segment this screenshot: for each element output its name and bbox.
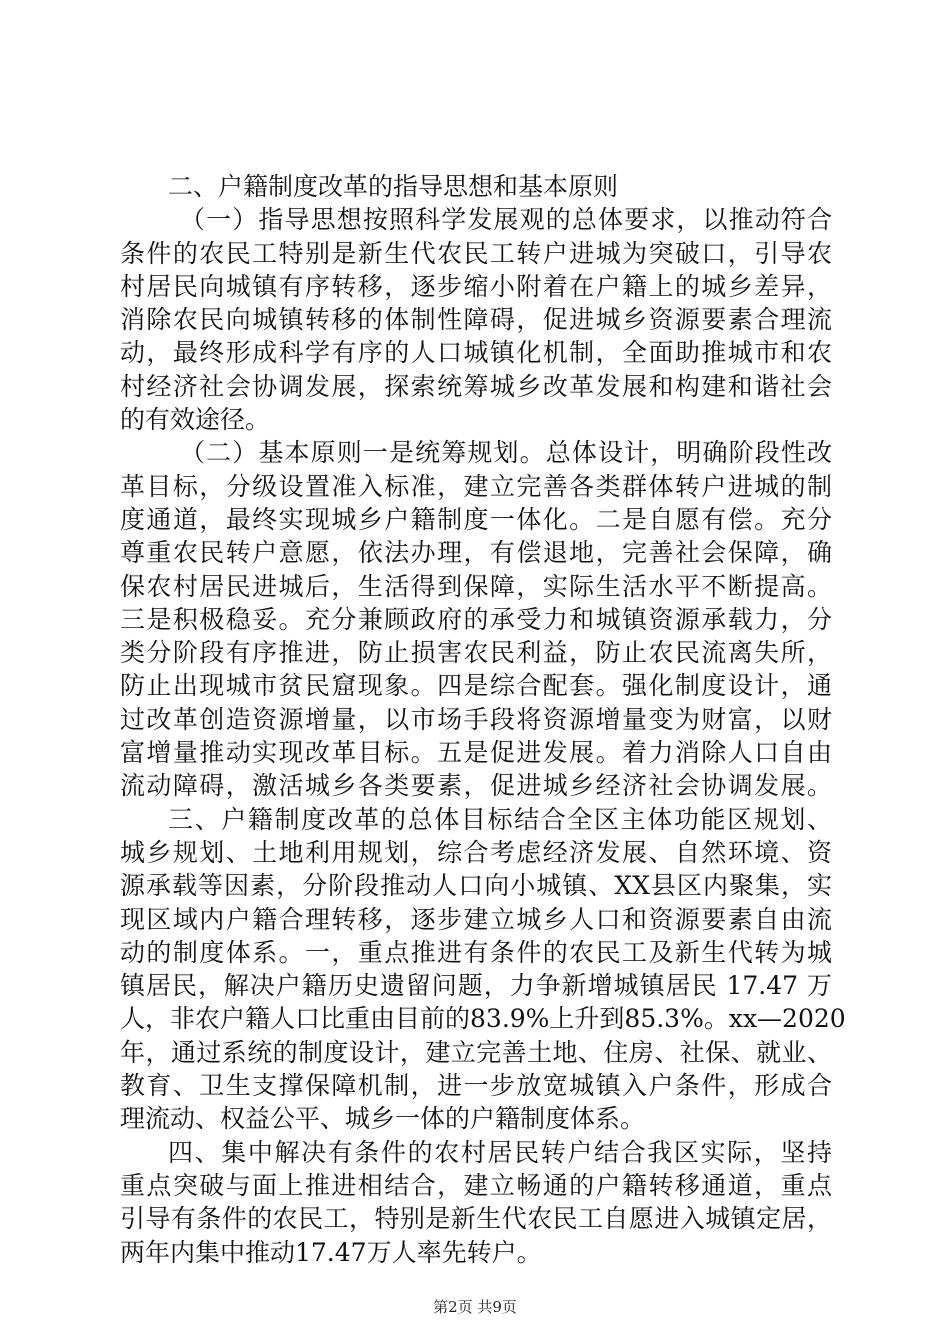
text-line: 村经济社会协调发展，探索统筹城乡改革发展和构建和谐社会: [120, 371, 832, 401]
text-line: 防止出现城市贫民窟现象。四是综合配套。强化制度设计，通: [120, 671, 832, 701]
text-line: 重点突破与面上推进相结合，建立畅通的户籍转移通道，重点: [120, 1170, 832, 1200]
text-line: 尊重农民转户意愿，依法办理，有偿退地，完善社会保障，确: [120, 538, 832, 568]
text-line: 过改革创造资源增量，以市场手段将资源增量变为财富，以财: [120, 704, 832, 734]
text-line: 三、户籍制度改革的总体目标结合全区主体功能区规划、: [168, 804, 832, 834]
text-line: 保农村居民进城后，生活得到保障，实际生活水平不断提高。: [120, 571, 832, 601]
text-line: 条件的农民工特别是新生代农民工转户进城为突破口，引导农: [120, 238, 832, 268]
text-line: 消除农民向城镇转移的体制性障碍，促进城乡资源要素合理流: [120, 305, 832, 335]
text-line: （二）基本原则一是统筹规划。总体设计，明确阶段性改: [180, 438, 832, 468]
text-line: 类分阶段有序推进，防止损害农民利益，防止农民流离失所，: [120, 638, 832, 668]
text-line: 城乡规划、土地利用规划，综合考虑经济发展、自然环境、资: [120, 837, 832, 867]
text-line: 动，最终形成科学有序的人口城镇化机制，全面助推城市和农: [120, 338, 832, 368]
page-footer: 第2页 共9页: [433, 1298, 517, 1316]
text-line: 教育、卫生支撑保障机制，进一步放宽城镇入户条件，形成合: [120, 1071, 832, 1101]
text-line: 村居民向城镇有序转移，逐步缩小附着在户籍上的城乡差异，: [120, 271, 832, 301]
text-line: 革目标，分级设置准入标准，建立完善各类群体转户进城的制: [120, 471, 832, 501]
text-line: 动的制度体系。一，重点推进有条件的农民工及新生代转为城: [120, 937, 832, 967]
text-line: 理流动、权益公平、城乡一体的户籍制度体系。: [120, 1104, 646, 1134]
text-line: 现区域内户籍合理转移，逐步建立城乡人口和资源要素自由流: [120, 904, 832, 934]
text-line: 富增量推动实现改革目标。五是促进发展。着力消除人口自由: [120, 738, 832, 768]
text-line: 流动障碍，激活城乡各类要素，促进城乡经济社会协调发展。: [120, 771, 832, 801]
text-line: 度通道，最终实现城乡户籍制度一体化。二是自愿有偿。充分: [120, 504, 832, 534]
text-line: 源承载等因素，分阶段推动人口向小城镇、XX县区内聚集，实: [120, 871, 832, 901]
text-line: 引导有条件的农民工，特别是新生代农民工自愿进入城镇定居，: [120, 1204, 832, 1234]
text-line: 年，通过系统的制度设计，建立完善土地、住房、社保、就业、: [120, 1037, 832, 1067]
text-line: 两年内集中推动17.47万人率先转户。: [120, 1237, 542, 1267]
text-line: 镇居民，解决户籍历史遗留问题，力争新增城镇居民 17.47 万: [120, 971, 832, 1001]
text-line: （一）指导思想按照科学发展观的总体要求，以推动符合: [180, 205, 832, 235]
text-line: 四、集中解决有条件的农村居民转户结合我区实际，坚持: [168, 1137, 832, 1167]
text-line: 人，非农户籍人口比重由目前的83.9%上升到85.3%。xx—2020: [120, 1004, 846, 1034]
text-line: 三是积极稳妥。充分兼顾政府的承受力和城镇资源承载力，分: [120, 604, 832, 634]
document-body: [120, 170, 846, 1269]
text-line: 的有效途径。: [120, 405, 271, 435]
text-line: 二、户籍制度改革的指导思想和基本原则: [168, 172, 619, 201]
